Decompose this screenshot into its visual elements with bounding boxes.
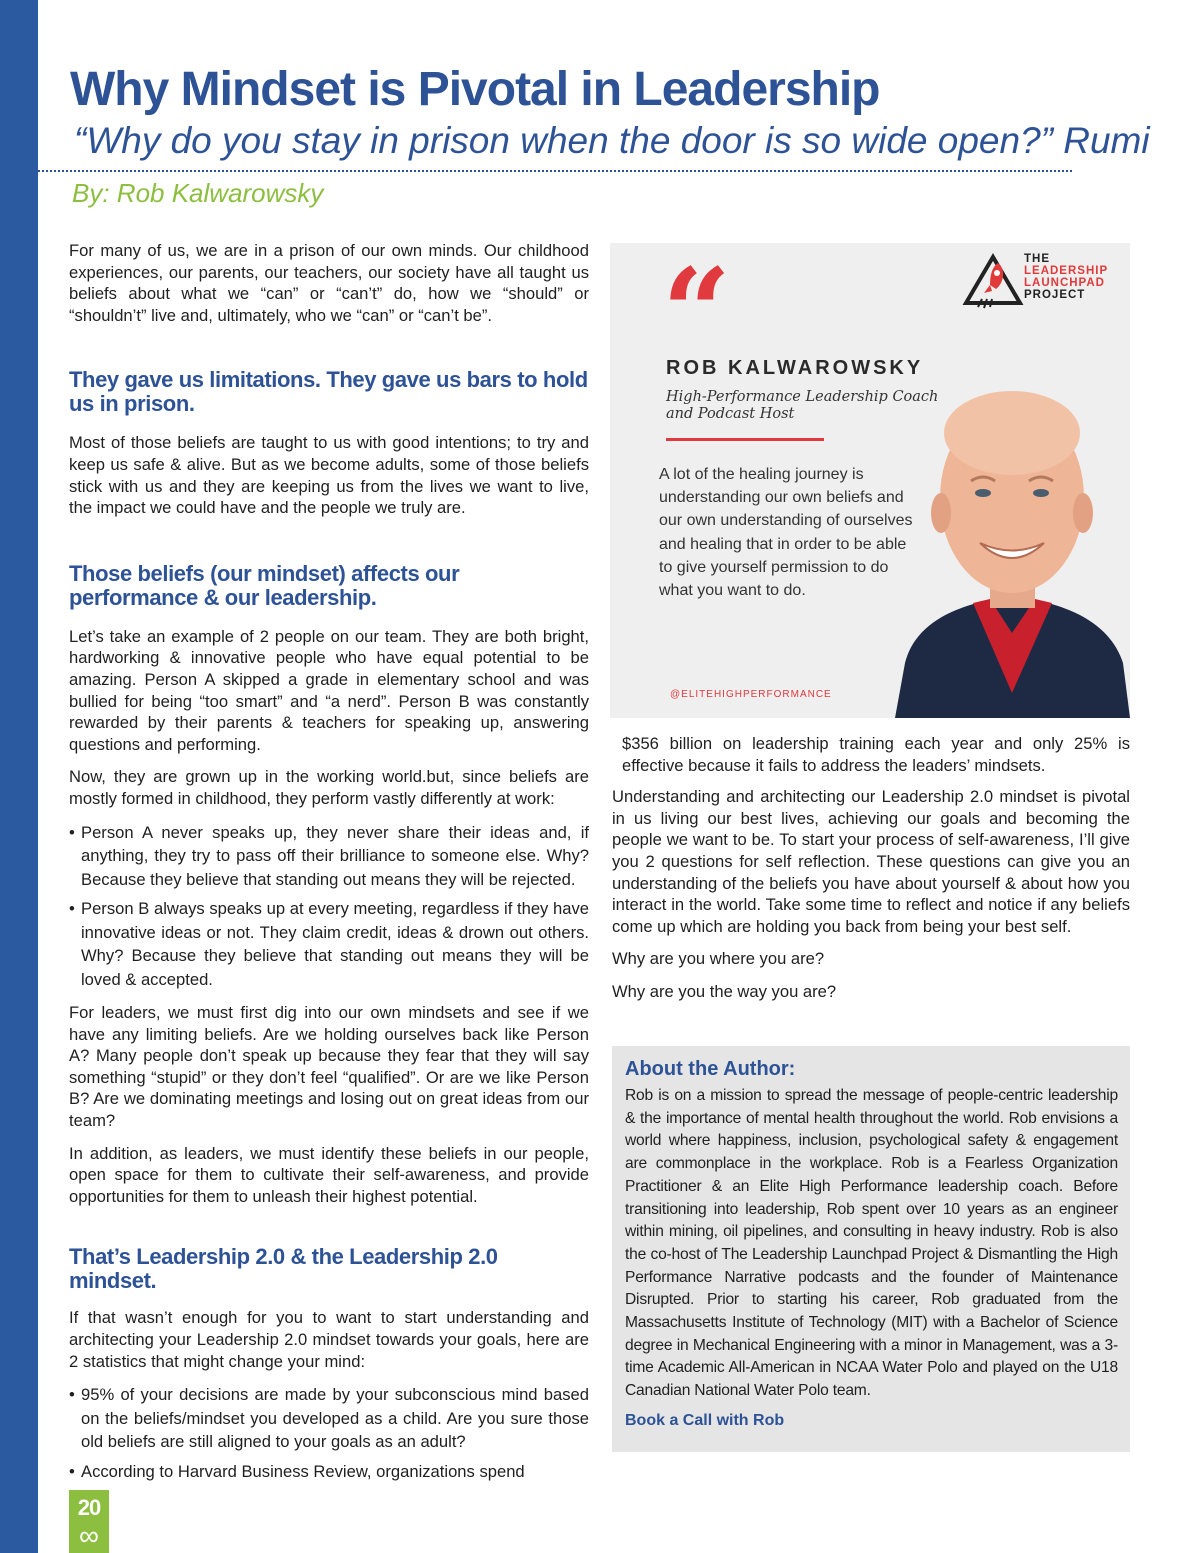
author-promo-image xyxy=(610,243,1130,718)
logo-line: LAUNCHPAD xyxy=(1024,277,1105,289)
paragraph-statistics: If that wasn’t enough for you to want to start understanding and architecting your Leadership 2.0 mindset towards your goals, here are 2 statistics that might change your mind: xyxy=(69,1308,589,1371)
about-title: About the Author: xyxy=(625,1058,796,1080)
promo-quote: A lot of the healing journey is understanding our own beliefs and our own understanding of ourselves and healing that in order to be able to give yourself permission to do what you want to do. xyxy=(659,466,913,600)
page-number: 20 xyxy=(77,1495,101,1520)
list-item: • According to Harvard Business Review, organizations spend xyxy=(69,1460,589,1484)
subheading-beliefs: Those beliefs (our mindset) affects our performance & our leadership. xyxy=(69,560,460,610)
about-body: Rob is on a mission to spread the message of people-centric leadership & the importance of mental health throughout the world. Rob envisions a world where happiness, inclusion, psychological safety & engagement are commonplace in the workplace. Rob is a Fearless Organization Practitioner & an Elite High Performance leadership coach. Before transitioning into leadership, Rob spent over 10 years as an engineer within mining, oil pipelines, and consulting in heavy industry. Rob is also the co-host of The Leadership Launchpad Project & Dismantling the High Performance Narrative podcasts and the founder of Maintenance Disrupted. Prior to starting his career, Rob graduated from the Massachusetts Institute of Technology (MIT) with a Bachelor of Science degree in Mechanical Engineering with a minor in Management, was a 3-time Academic All-American in NCAA Water Polo and played on the U18 Canadian National Water Polo team. xyxy=(625,1087,1118,1400)
infinity-icon: ∞ xyxy=(79,1520,99,1551)
left-color-bar xyxy=(0,0,38,1553)
paragraph-working-world: Now, they are grown up in the working world.but, since beliefs are mostly formed in childhood, they perform vastly differently at work: xyxy=(69,767,589,808)
promo-divider xyxy=(666,438,824,441)
right-column xyxy=(612,733,1130,1014)
paragraph-in-addition: In addition, as leaders, we must identify these beliefs in our people, open space for them to cultivate their self-awareness, and provide opportunities for them to unleash their highest potential. xyxy=(69,1143,589,1206)
left-column xyxy=(69,240,589,1494)
continuation-paragraph: $356 billion on leadership training each year and only 25% is effective because it fails to address the leaders’ mindsets. xyxy=(622,734,1130,775)
paragraph-leaders: For leaders, we must first dig into our own mindsets and see if we have any limiting beliefs. Are we holding ourselves back like Person A? Many people don’t speak up because they fear that they will say something “stupid” or they don’t feel “qualified”. Or are we like Person B? Are we dominating meetings and losing out on great ideas from our team? xyxy=(69,1003,589,1130)
author-portrait xyxy=(895,363,1130,718)
paragraph-example: Let’s take an example of 2 people on our team. They are both bright, hardworking & innovative people who have equal potential to be amazing. Person A skipped a grade in elementary school and was bullied for being “too smart” and “a nerd”. Person B was constantly rewarded by their parents & teachers for speaking up, answering questions and performing. xyxy=(69,626,589,754)
bullet-list-persons xyxy=(69,821,589,992)
article-quote: “Why do you stay in prison when the door is so wide open?” Rumi xyxy=(74,120,1150,161)
promo-handle: @ELITEHIGHPERFORMANCE xyxy=(670,689,832,700)
promo-role: High-Performance Leadership Coach and Podcast Host xyxy=(666,389,939,422)
subheading-leadership-2: That’s Leadership 2.0 & the Leadership 2.0 mindset. xyxy=(69,1244,498,1294)
subheading-limitations: They gave us limitations. They gave us bars to hold us in prison. xyxy=(69,367,588,417)
promo-name: ROB KALWAROWSKY xyxy=(666,357,924,379)
logo-line: PROJECT xyxy=(1024,289,1086,301)
bullet-list-statistics xyxy=(69,1383,589,1483)
list-item: • Person A never speaks up, they never share their ideas and, if anything, they try to pass off their brilliance to someone else. Why? Because they believe that standing out means they will be rejected. xyxy=(69,821,589,892)
rocket-triangle-icon xyxy=(962,253,1024,311)
book-call-link[interactable]: Book a Call with Rob xyxy=(625,1411,785,1429)
article-byline: By: Rob Kalwarowsky xyxy=(72,178,324,208)
reflection-question-1: Why are you where you are? xyxy=(612,949,825,969)
reflection-question-2: Why are you the way you are? xyxy=(612,981,837,1001)
page-number-badge xyxy=(69,1490,109,1553)
logo-line: THE xyxy=(1024,253,1050,265)
list-item: • Person B always speaks up at every meeting, regardless if they have innovative ideas or not. They claim credit, ideas & drown out others. Why? Because they believe that standing out means they will be loved & accepted. xyxy=(69,897,589,991)
title-divider xyxy=(38,170,1072,172)
intro-paragraph: For many of us, we are in a prison of our own minds. Our childhood experiences, our parents, our teachers, our society have all taught us beliefs about what we “can” or “can’t” do, how we “should” or “shouldn’t” live and, ultimately, who we “can” or “can’t be”. xyxy=(69,241,589,325)
logo-line: LEADERSHIP xyxy=(1024,265,1109,277)
quote-mark-icon: “ xyxy=(662,243,732,383)
list-item: • 95% of your decisions are made by your subconscious mind based on the beliefs/mindset you developed as a child. Are you sure those old beliefs are still aligned to your goals as an adult? xyxy=(69,1383,589,1454)
paragraph-architecting: Understanding and architecting our Leadership 2.0 mindset is pivotal in us living our best lives, achieving our goals and becoming the people we want to be. To start your process of self-awareness, I’ll give you 2 questions for self reflection. These questions can give you an understanding of the beliefs you have about yourself & about how you interact in the world. Take some time to reflect and notice if any beliefs come up which are holding you back from being your best self. xyxy=(612,787,1130,936)
leadership-launchpad-logo xyxy=(962,253,1122,311)
paragraph-good-intentions: Most of those beliefs are taught to us with good intentions; to try and keep us safe & alive. But as we become adults, some of those beliefs stick with us and they are keeping us from the lives we want to live, the impact we could have and the people we truly are. xyxy=(69,433,589,518)
article-title: Why Mindset is Pivotal in Leadership xyxy=(70,63,880,116)
about-author-box xyxy=(612,1046,1130,1452)
